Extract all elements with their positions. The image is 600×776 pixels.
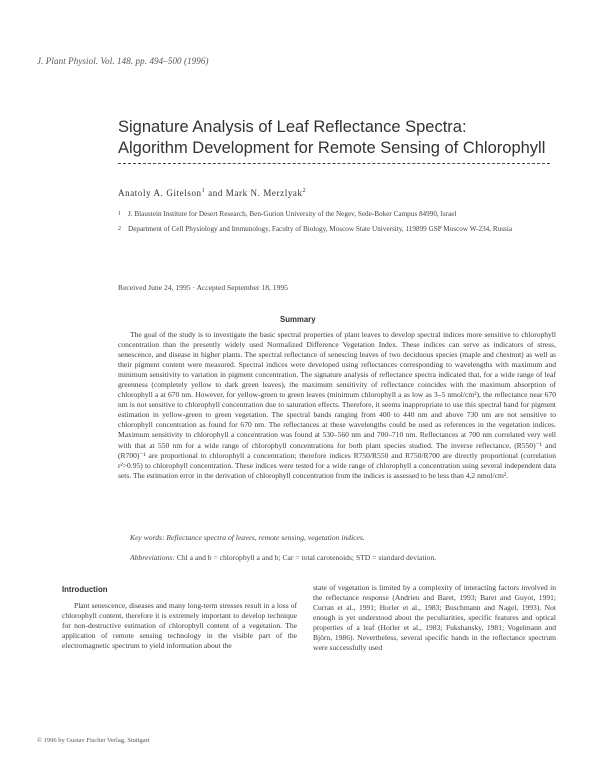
affiliation-1-text: J. Blaustein Institute for Desert Research, Ben-Gurion University of the Negev, Sede-Boker Campus 84990, Israel [128, 210, 457, 218]
paper-title [118, 117, 558, 159]
abbreviations-text: Chl a and b = chlorophyll a and b; Car = total carotenoids; STD = standard deviation. [176, 553, 437, 562]
introduction-left-column: Plant senescence, diseases and many long-term stresses result in a loss of chlorophyll content, therefore it is extremely important to develop technique for non-destructive estimation of chlorophyll content of a vegetation. The application of remote sensing technology in the visible part of the electromagnetic spectrum to yield information about the [62, 601, 297, 651]
keywords: Key words: Reflectance spectra of leaves, remote sensing, vegetation indices. [130, 533, 365, 542]
author-1: Anatoly A. Gitelson [118, 188, 202, 198]
author-1-affiliation-mark: 1 [201, 188, 206, 194]
author-2-affiliation-mark: 2 [302, 188, 307, 194]
copyright-footnote: © 1996 by Gustav Fischer Verlag, Stuttgart [37, 737, 150, 744]
abbreviations [130, 553, 560, 562]
affiliation-1 [118, 209, 558, 219]
journal-citation: J. Plant Physiol. Vol. 148. pp. 494–500 (1996) [37, 56, 209, 66]
paper-title-line-2: Algorithm Development for Remote Sensing of Chlorophyll [118, 139, 546, 157]
affiliation-2 [118, 224, 558, 234]
received-accepted-dates: Received June 24, 1995 · Accepted September 18, 1995 [118, 283, 288, 292]
author-conjunction: and [208, 188, 223, 198]
affiliation-2-text: Department of Cell Physiology and Immunology, Faculty of Biology, Moscow State University, 119899 GSP Moscow W-234, Russia [128, 225, 513, 233]
abbreviations-label: Abbreviations: [130, 553, 175, 562]
title-dashed-rule [118, 163, 550, 164]
affiliation-2-number: 2 [118, 226, 121, 232]
affiliation-1-number: 1 [118, 211, 121, 217]
summary-heading: Summary [280, 315, 316, 324]
paper-title-line-1: Signature Analysis of Leaf Reflectance Spectra: [118, 118, 467, 136]
author-list [118, 188, 306, 198]
summary-paragraph: The goal of the study is to investigate the basic spectral properties of plant leaves to develop spectral indices more sensitive to chlorophyll concentration than the presently widely used Normalized Difference Vegetation Index. These indices can serve as indicators of stress, senescence, and disease in higher plants. The spectral reflectance of senescing leaves of two deciduous species (maple and chestnut) as well as their pigment content were measured. Spectral indices were developed using reflectances corresponding to wavelengths with maximum and minimum sensitivity to variation in pigment concentration. The signature analysis of reflectance spectra indicated that, for a wide range of leaf greenness (completely yellow to dark green leaves), the maximum sensitivity of reflectance coincides with the maximum absorption of chlorophyll a at 670 nm. However, for yellow-green to green leaves (minimum chlorophyll a as low as 3–5 nmol/cm²), the reflectance near 670 nm is not sensitive to chlorophyll concentration due to saturation effects. Therefore, it seems inappropriate to use this spectral band for pigment estimation in yellow-green to green vegetation. The spectral bands ranging from 400 to 440 nm and above 730 nm are not sensitive to chlorophyll concentration as found for 670 nm. The reflectances at these wavelengths could be used as references in the vegetation indices. Maximum sensitivity to chlorophyll a concentration was found at 530–560 nm and 700–710 nm. Reflectances at 700 nm correlated very well with that at 550 nm for a wide range of chlorophyll concentrations for both plant species studied. The inverse reflectance, (R550)⁻¹ and (R700)⁻¹ are proportional to chlorophyll a concentration; therefore indices R750/R550 and R750/R700 are directly proportional (correlation r²>0.95) to chlorophyll concentration. These indices were tested for a wide range of chlorophyll a concentration using several independent data sets. The estimation error in the derivation of chlorophyll concentration from the indices is assessed to be less than 4.2 nmol/cm². [118, 330, 556, 480]
introduction-heading: Introduction [62, 585, 108, 594]
introduction-right-column: state of vegetation is limited by a complexity of interacting factors involved in the reflectance response (Andrieu and Baret, 1993; Baret and Guyot, 1991; Curran et al., 1991; Horler et al., 1983; Buschmann and Nagel, 1993). Not enough is yet understood about the peculiarities, specific features and optical properties of a leaf (Horler et al., 1983; Fukshansky, 1981; Vogelmann and Björn, 1986). Nevertheless, several specific bands in the reflectance spectrum were successfully used [313, 583, 556, 653]
author-2: Mark N. Merzlyak [225, 188, 303, 198]
